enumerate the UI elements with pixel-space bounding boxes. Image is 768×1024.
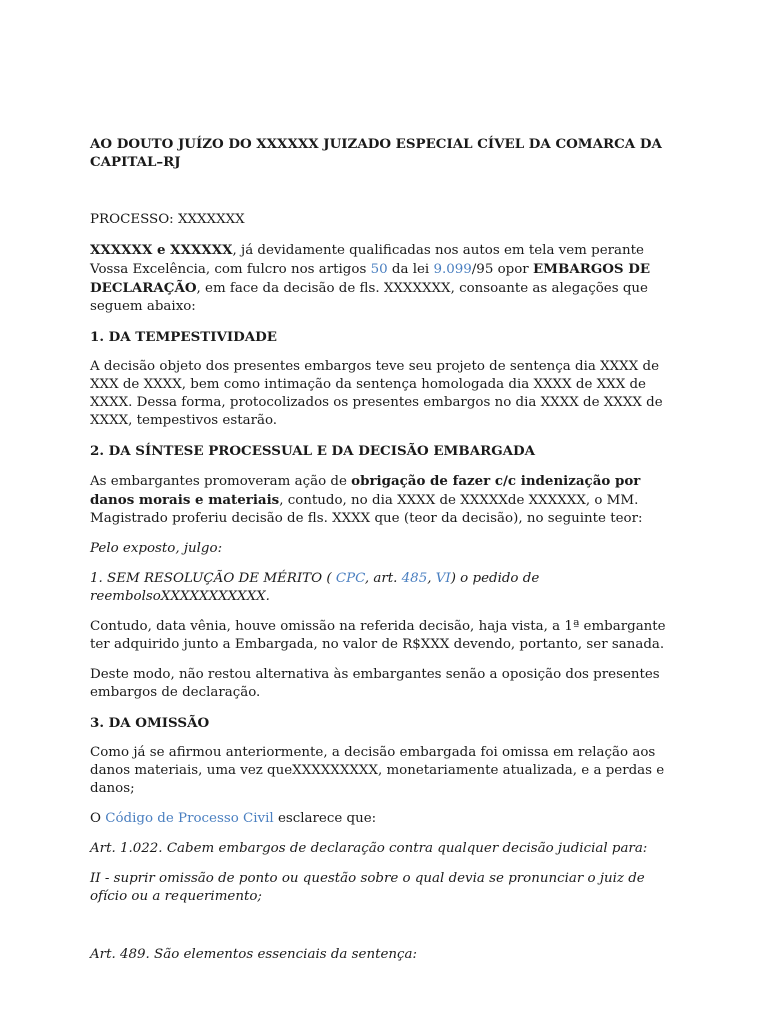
s2-text-c: , contudo, no dia XXXX de XXXXXde XXXXXX, o MM. Magistrado proferiu decisão de fls. XXXX que (teor da decisão), no seguinte teor:	[90, 493, 643, 526]
document-title: AO DOUTO JUÍZO DO XXXXXX JUIZADO ESPECIAL CÍVEL DA COMARCA DA CAPITAL–RJ	[90, 136, 662, 170]
law-9099-link[interactable]: 9.099	[433, 262, 472, 277]
document-body	[90, 135, 675, 976]
section-1-text: A decisão objeto dos presentes embargos teve seu projeto de sentença dia XXXX de XXX de XXXX, bem como intimação da sentença homologada dia XXXX de XXX de XXXX. Dessa forma, protocolizados os presentes embargos no dia XXXX de XXXX de XXXX, tempestivos estarão.	[90, 359, 663, 428]
article-50-link[interactable]: 50	[370, 262, 388, 277]
quote-pelo-exposto: Pelo exposto, julgo:	[90, 541, 223, 556]
s2-action-type: obrigação de fazer c/c indenização por danos morais e materiais	[90, 473, 641, 508]
s3-text-a: O	[90, 811, 106, 826]
inciso-ii-quote: II - suprir omissão de ponto ou questão sobre o qual devia se pronunciar o juiz de ofício ou a requerimento;	[90, 871, 645, 904]
process-number: PROCESSO: XXXXXXX	[90, 212, 245, 227]
intro-text-3: /95 opor	[471, 262, 533, 277]
section-2-paragraph-3: Contudo, data vênia, houve omissão na referida decisão, haja vista, a 1ª embargante ter adquirido junto a Embargada, no valor de R$XXX devendo, portanto, ser sanada.	[90, 619, 666, 652]
intro-text-1: , já devidamente qualificadas nos autos em tela vem perante Vossa Excelência, com fulcro nos artigos	[90, 243, 644, 277]
q2-text-c: ,	[427, 571, 436, 586]
section-3-paragraph-1: Como já se afirmou anteriormente, a decisão embargada foi omissa em relação aos danos materiais, uma vez queXXXXXXXXX, monetariamente atualizada, e a perdas e danos;	[90, 745, 665, 796]
article-489-quote: Art. 489. São elementos essenciais da sentença:	[90, 947, 418, 962]
embargos-label: EMBARGOS DE DECLARAÇÃO	[90, 261, 651, 296]
inciso-vi-link[interactable]: VI	[435, 571, 451, 586]
q2-text-b: , art.	[364, 571, 402, 586]
section-3-heading: 3. DA OMISSÃO	[90, 715, 210, 731]
section-2-heading: 2. DA SÍNTESE PROCESSUAL E DA DECISÃO EMBARGADA	[90, 443, 536, 459]
quote-sem-resolucao	[90, 570, 675, 606]
section-1-heading: 1. DA TEMPESTIVIDADE	[90, 329, 277, 345]
article-1022-quote: Art. 1.022. Cabem embargos de declaração contra qualquer decisão judicial para:	[90, 841, 648, 856]
q2-text-d: ) o pedido de reembolsoXXXXXXXXXXX.	[90, 571, 540, 604]
s2-text-a: As embargantes promoveram ação de	[90, 474, 352, 489]
section-2-paragraph-4: Deste modo, não restou alternativa às embargantes senão a oposição dos presentes embargos de declaração.	[90, 667, 660, 700]
article-485-link[interactable]: 485	[401, 571, 428, 586]
q2-text-a: 1. SEM RESOLUÇÃO DE MÉRITO (	[90, 571, 336, 586]
intro-paragraph	[90, 241, 675, 316]
section-2-paragraph-1	[90, 472, 675, 528]
intro-text-4: , em face da decisão de fls. XXXXXXX, consoante as alegações que seguem abaixo:	[90, 281, 648, 314]
section-3-paragraph-2	[90, 810, 675, 828]
parties-names: XXXXXX e XXXXXX	[90, 242, 233, 258]
cpc-full-link[interactable]: Código de Processo Civil	[105, 811, 274, 826]
s3-text-b: esclarece que:	[273, 811, 377, 826]
cpc-link[interactable]: CPC	[335, 571, 365, 586]
intro-text-2: da lei	[387, 262, 434, 277]
